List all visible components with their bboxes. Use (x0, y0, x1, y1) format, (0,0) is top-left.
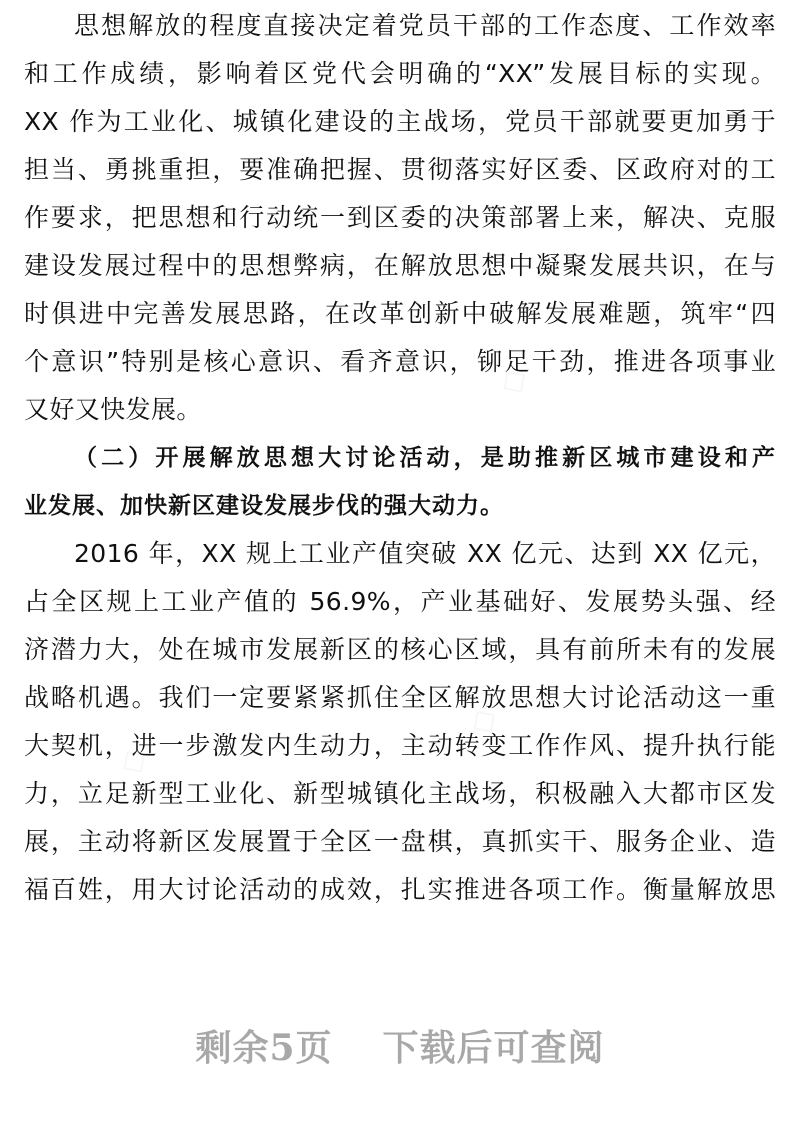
text-line: 大契机，进一步激发内生动力，主动转变工作作风、提升执行能 (24, 731, 776, 760)
document-body (24, 2, 776, 914)
text-line: 又好又快发展。 (24, 395, 202, 424)
section-heading: 业发展、加快新区建设发展步伐的强大动力。 (24, 492, 504, 519)
text-line: 思想解放的程度直接决定着党员干部的工作态度、工作效率 (74, 11, 776, 40)
text-line: 2016 年，XX 规上工业产值突破 XX 亿元、达到 XX 亿元， (74, 539, 776, 568)
text-line: 济潜力大，处在城市发展新区的核心区域，具有前所未有的发展 (24, 635, 776, 664)
text-line: 力，立足新型工业化、新型城镇化主战场，积极融入大都市区发 (24, 779, 776, 808)
text-line: 时俱进中完善发展思路，在改革创新中破解发展难题，筑牢“四 (24, 299, 776, 328)
download-hint-text: 下载后可查阅 (382, 1027, 605, 1069)
text-line: 建设发展过程中的思想弊病，在解放思想中凝聚发展共识，在与 (24, 251, 776, 280)
remaining-pages-text: 剩余5页 (195, 1027, 333, 1069)
section-heading: （二）开展解放思想大讨论活动，是助推新区城市建设和产 (74, 444, 776, 471)
remaining-pages-banner[interactable] (0, 1020, 800, 1071)
text-line: 福百姓，用大讨论活动的成效，扎实推进各项工作。衡量解放思 (24, 875, 776, 904)
text-line: 和工作成绩，影响着区党代会明确的“XX”发展目标的实现。 (24, 59, 776, 88)
text-line: 战略机遇。我们一定要紧紧抓住全区解放思想大讨论活动这一重 (24, 683, 776, 712)
text-line: 个意识”特别是核心意识、看齐意识，铆足干劲，推进各项事业 (24, 347, 776, 376)
text-line: 展，主动将新区发展置于全区一盘棋，真抓实干、服务企业、造 (24, 827, 776, 856)
text-line: XX 作为工业化、城镇化建设的主战场，党员干部就要更加勇于 (24, 107, 776, 136)
text-line: 作要求，把思想和行动统一到区委的决策部署上来，解决、克服 (24, 203, 776, 232)
text-line: 担当、勇挑重担，要准确把握、贯彻落实好区委、区政府对的工 (24, 155, 776, 184)
text-line: 占全区规上工业产值的 56.9%，产业基础好、发展势头强、经 (24, 587, 776, 616)
